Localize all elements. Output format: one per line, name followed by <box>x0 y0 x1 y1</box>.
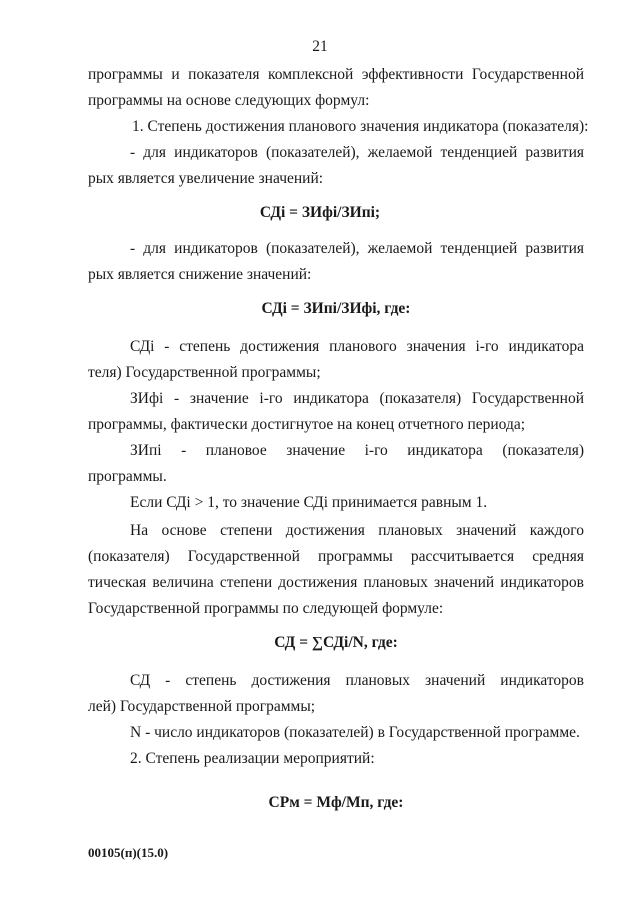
formula-1: СДi = ЗИфi/ЗИпi; <box>259 204 381 221</box>
text-line: 2. Степень реализации мероприятий: <box>130 750 375 767</box>
text-line: программы на основе следующих формул: <box>88 92 370 109</box>
text-line: Государственной программы по следующей формуле: <box>88 600 444 617</box>
text-line: ЗИфi - значение i-го индикатора (показателя) Государственной <box>130 390 584 407</box>
text-line: программы и показателя комплексной эффективности Государственной <box>88 66 584 83</box>
formula-4: СРм = Мф/Мп, где: <box>268 794 404 811</box>
page-number: 21 <box>312 38 328 55</box>
text-line: 1. Степень достижения планового значения индикатора (показателя): <box>132 118 589 135</box>
text-line: ЗИпi - плановое значение i-го индикатора (показателя) <box>130 442 584 459</box>
text-line: программы. <box>88 468 167 485</box>
footer-code: 00105(п)(15.0) <box>88 845 169 860</box>
text-line: Если СДi > 1, то значение СДi принимается равным 1. <box>130 494 488 511</box>
text-line: лей) Государственной программы; <box>88 698 316 715</box>
text-line: СДi - степень достижения планового значения i-го индикатора <box>130 338 584 355</box>
text-line: программы, фактически достигнутое на конец отчетного периода; <box>88 416 526 433</box>
text-line: - для индикаторов (показателей), желаемой тенденцией развития <box>130 144 584 161</box>
text-line: рых является увеличение значений: <box>88 170 324 187</box>
text-line: (показателя) Государственной программы рассчитывается средняя <box>88 548 584 565</box>
text-line: рых является снижение значений: <box>88 266 312 283</box>
text-line: теля) Государственной программы; <box>88 364 321 381</box>
text-line: N - число индикаторов (показателей) в Государственной программе. <box>130 724 580 741</box>
text-line: На основе степени достижения плановых значений каждого <box>130 522 584 539</box>
text-line: - для индикаторов (показателей), желаемой тенденцией развития <box>130 240 584 257</box>
text-line: тическая величина степени достижения плановых значений индикаторов <box>88 574 584 591</box>
formula-2: СДi = ЗИпi/ЗИфi, где: <box>261 300 411 317</box>
formula-3: СД = ∑СДi/N, где: <box>274 634 398 651</box>
text-line: СД - степень достижения плановых значений индикаторов <box>130 672 584 689</box>
